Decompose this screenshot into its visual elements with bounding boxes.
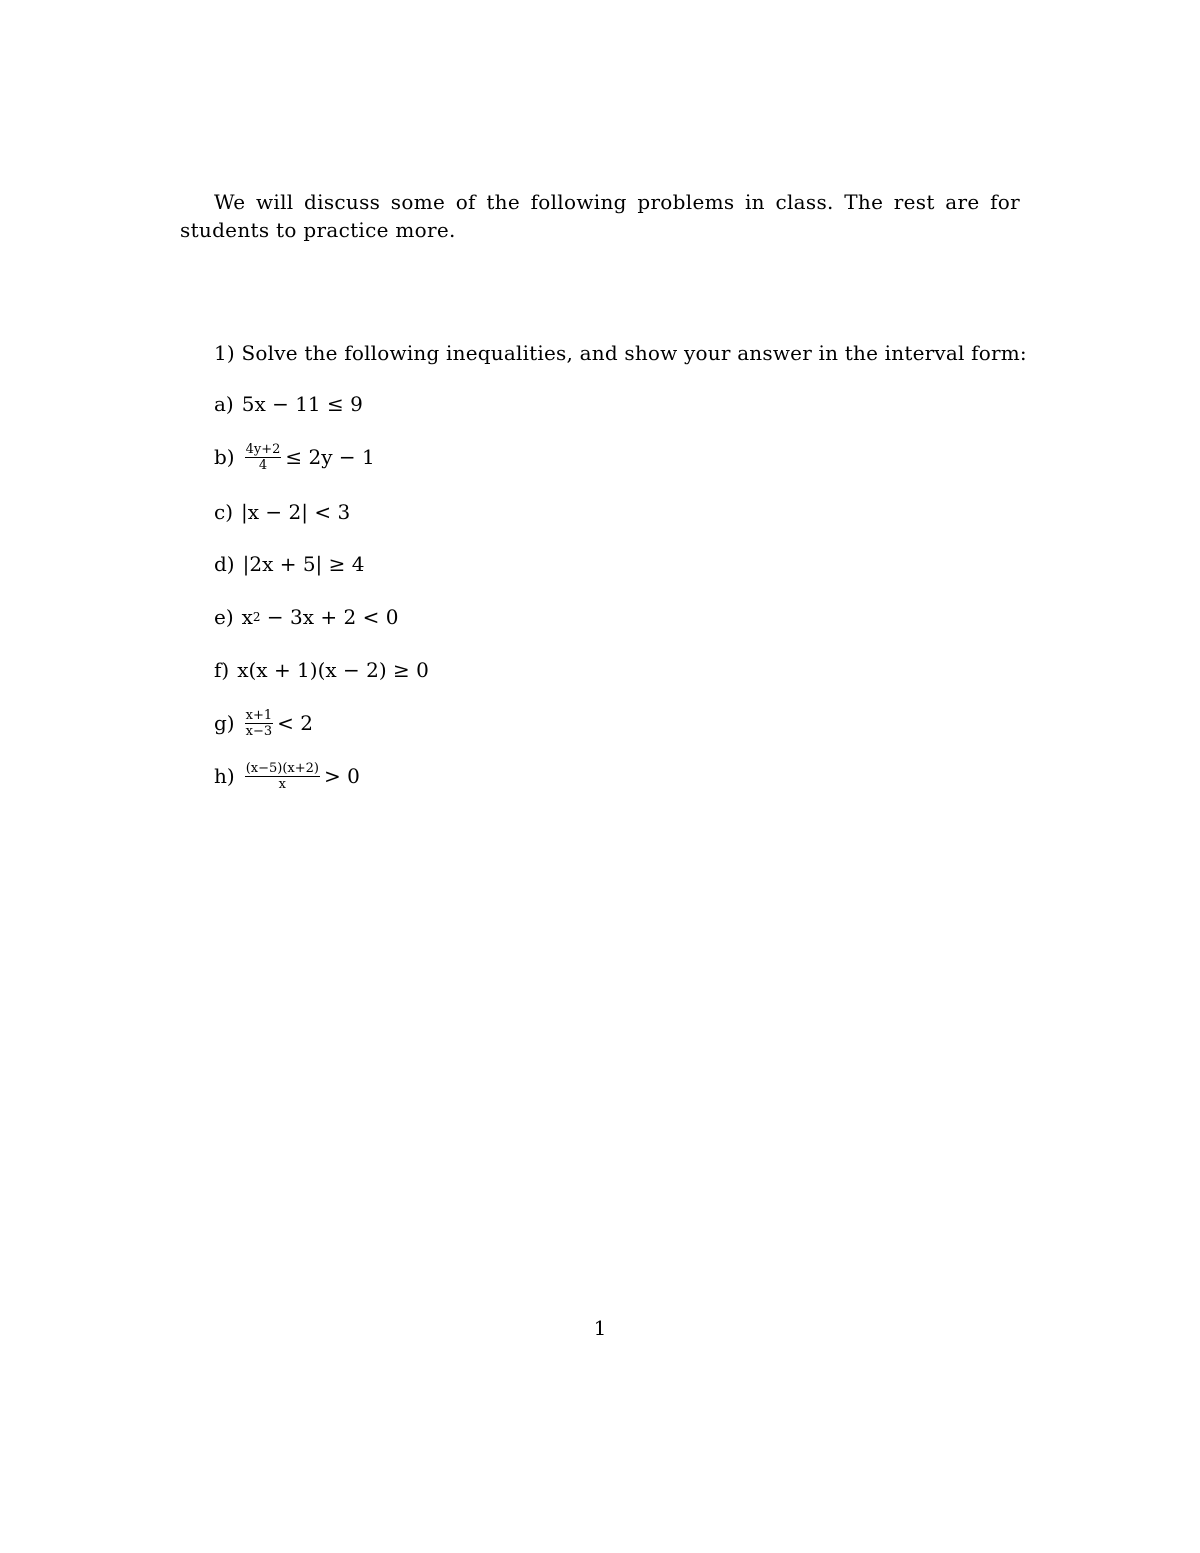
intro-paragraph: We will discuss some of the following problems in class. The rest are for students to practice more.	[180, 190, 1020, 242]
denominator: x	[278, 776, 286, 792]
problem-h	[214, 761, 360, 791]
problem-c	[214, 497, 350, 527]
problem-label: c)	[214, 500, 234, 524]
question-1-prompt: 1) Solve the following inequalities, and show your answer in the interval form:	[214, 341, 1027, 365]
problem-expression: > 0	[323, 764, 360, 788]
problem-expression: x(x + 1)(x − 2) ≥ 0	[237, 658, 429, 682]
problem-expression: − 3x + 2 < 0	[266, 605, 399, 629]
problem-d	[214, 549, 364, 579]
problem-label: f)	[214, 658, 230, 682]
numerator: (x−5)(x+2)	[245, 760, 319, 776]
problem-label: g)	[214, 711, 235, 735]
numerator: x+1	[245, 707, 273, 723]
problem-expression: |x − 2| < 3	[241, 500, 351, 524]
problem-expression: ≤ 2y − 1	[285, 445, 375, 469]
problem-label: d)	[214, 552, 235, 576]
fraction	[245, 762, 320, 791]
problem-label: a)	[214, 392, 234, 416]
problem-a	[214, 389, 363, 419]
fraction	[245, 709, 274, 738]
problem-g	[214, 708, 313, 738]
problem-expression: < 2	[277, 711, 313, 735]
problem-label: h)	[214, 764, 235, 788]
fraction	[245, 443, 282, 472]
denominator: x−3	[245, 723, 273, 739]
problem-expression-base: x	[241, 605, 253, 629]
page-number: 1	[593, 1316, 607, 1340]
numerator: 4y+2	[245, 441, 281, 457]
denominator: 4	[258, 457, 268, 473]
problem-expression: |2x + 5| ≥ 4	[242, 552, 365, 576]
problem-b	[214, 442, 375, 472]
problem-expression: 5x − 11 ≤ 9	[241, 392, 363, 416]
problem-label: b)	[214, 445, 235, 469]
problem-e: e) x 2 − 3x + 2 < 0	[214, 605, 399, 629]
problem-label: e)	[214, 605, 234, 629]
problem-f	[214, 655, 429, 685]
